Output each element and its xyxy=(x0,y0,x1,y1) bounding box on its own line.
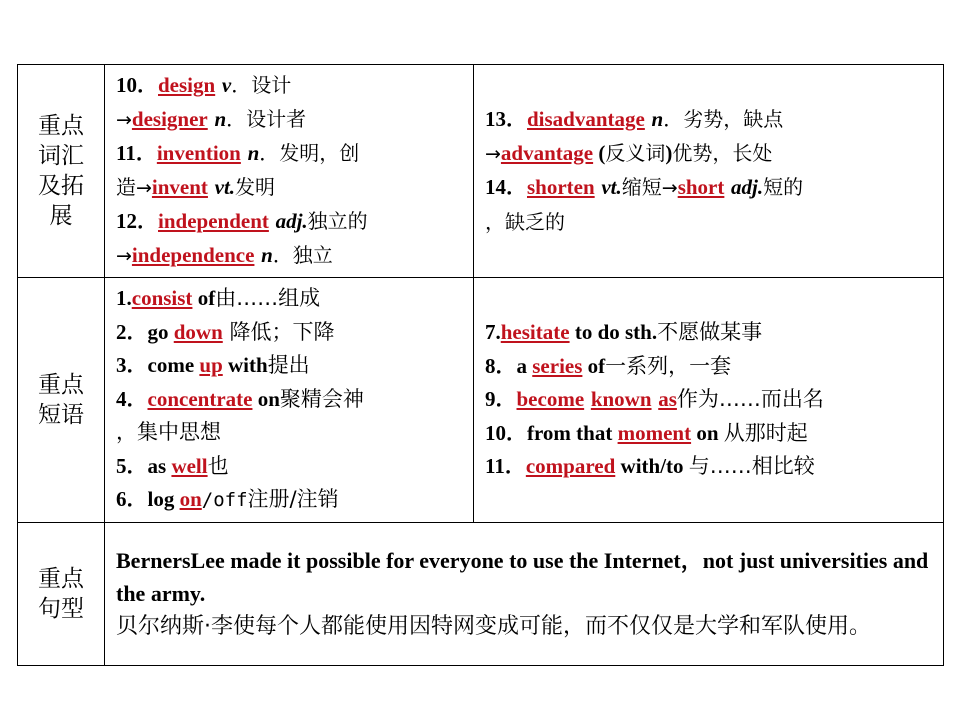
phrase-item-5: 5．as well也 xyxy=(116,453,229,478)
phrases-left-cell xyxy=(105,278,474,523)
vocab-item-13-derived: →advantage (反义词)优势，长处 xyxy=(485,140,773,165)
keyword: become xyxy=(516,387,585,411)
keyword: hesitate xyxy=(500,320,570,344)
keyword: independence xyxy=(131,242,255,267)
phrase-item-9: 9．become known as作为……而出名 xyxy=(485,387,824,411)
phrases-right-cell xyxy=(474,278,944,523)
phrase-item-4-continued: ，集中思想 xyxy=(116,420,221,444)
keyword: well xyxy=(171,453,208,478)
phrase-item-10: 10．from that moment on 从那时起 xyxy=(485,420,808,445)
keyword: moment xyxy=(617,420,692,445)
vocab-item-10: 10．design v．设计 xyxy=(116,73,292,97)
sentence-chinese: 贝尔纳斯·李使每个人都能使用因特网变成可能，而不仅仅是大学和军队使用。 xyxy=(116,614,871,639)
arrow-icon: → xyxy=(661,177,678,199)
keyword: consist xyxy=(131,286,193,310)
keyword: independent xyxy=(158,209,269,233)
category-label-sentence: 重点句型 xyxy=(38,565,84,622)
arrow-icon: → xyxy=(116,108,132,131)
phrase-item-3: 3．come up with提出 xyxy=(116,353,310,377)
vocab-right-cell xyxy=(474,65,944,278)
vocab-item-14: 14．shorten vt.缩短→short adj.短的 xyxy=(485,175,804,199)
category-label-phrases: 重点短语 xyxy=(38,371,84,428)
keyword: on xyxy=(179,487,202,511)
study-notes-table xyxy=(17,64,944,666)
vocab-item-11-derived: 造→invent vt.发明 xyxy=(116,174,276,199)
vocab-item-10-derived: →designer n．设计者 xyxy=(116,106,307,131)
category-cell xyxy=(18,522,105,665)
keyword: as xyxy=(658,387,677,411)
keyword: invent xyxy=(151,174,208,199)
keyword: concentrate xyxy=(147,386,253,411)
sentence-cell xyxy=(105,522,944,665)
vocab-left-cell xyxy=(105,65,474,278)
phrase-item-4: 4．concentrate on聚精会神 xyxy=(116,386,364,411)
vocab-row xyxy=(18,65,944,278)
keyword: up xyxy=(199,353,223,377)
keyword: disadvantage xyxy=(527,107,645,131)
keyword: design xyxy=(158,73,216,97)
keyword: invention xyxy=(156,141,241,165)
vocab-item-12-derived: →independence n．独立 xyxy=(116,242,333,267)
keyword: designer xyxy=(131,106,208,131)
phrase-item-6: 6．log on/off注册/注销 xyxy=(116,487,339,511)
vocab-item-11: 11．invention n．发明，创 xyxy=(116,141,360,165)
arrow-icon: → xyxy=(136,176,152,199)
keyword: down xyxy=(173,319,223,344)
keyword: advantage xyxy=(500,140,594,165)
phrase-item-1: 1.consist of由……组成 xyxy=(116,286,321,310)
sentence-row xyxy=(18,522,944,665)
vocab-item-12: 12．independent adj.独立的 xyxy=(116,209,368,233)
sentence-english: BernersLee made it possible for everyone to use the Internet，not just universities and the army. xyxy=(116,548,929,606)
keyword: shorten xyxy=(527,175,595,199)
keyword: compared xyxy=(525,454,616,478)
phrases-row xyxy=(18,278,944,523)
arrow-icon: → xyxy=(485,142,501,165)
keyword: short xyxy=(677,175,725,199)
category-cell xyxy=(18,278,105,523)
phrase-item-2: 2．go down 降低；下降 xyxy=(116,319,335,344)
vocab-item-14-continued: ，缺乏的 xyxy=(485,209,565,234)
category-label-vocab: 重点词汇及拓展 xyxy=(38,113,84,229)
phrase-item-7: 7.hesitate to do sth.不愿做某事 xyxy=(485,320,763,344)
arrow-icon: → xyxy=(116,244,132,267)
phrase-item-8: 8．a series of一系列，一套 xyxy=(485,353,732,378)
keyword: known xyxy=(590,387,652,411)
keyword: series xyxy=(532,353,583,378)
vocab-item-13: 13．disadvantage n．劣势，缺点 xyxy=(485,107,784,131)
category-cell xyxy=(18,65,105,278)
phrase-item-11: 11．compared with/to 与……相比较 xyxy=(485,454,815,478)
